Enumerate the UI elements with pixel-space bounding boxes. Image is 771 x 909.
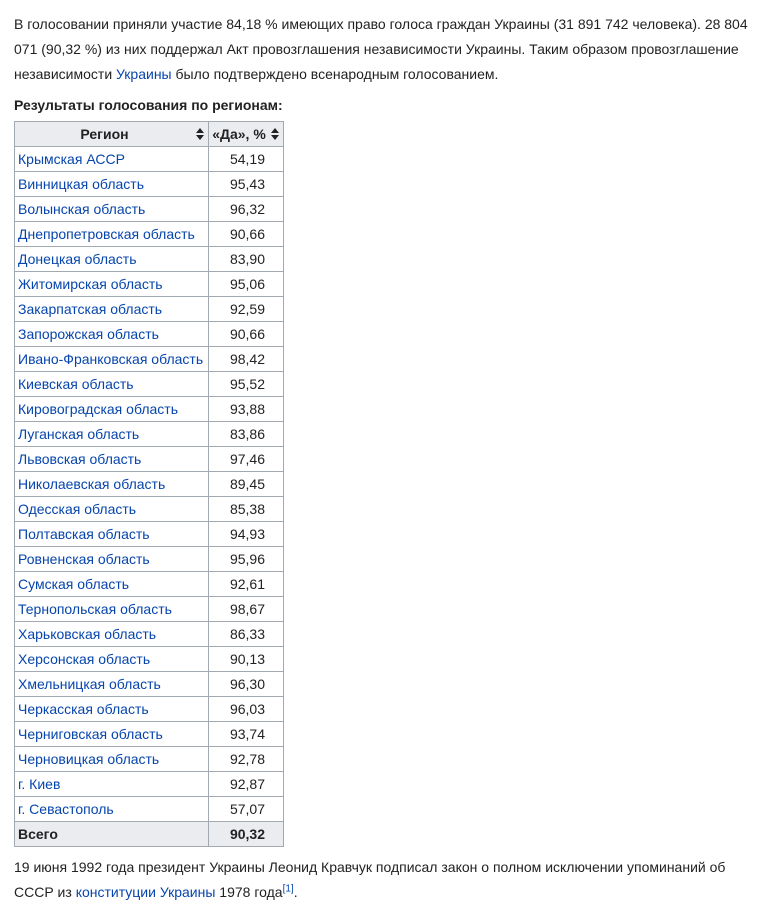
region-link[interactable]: Ровненская область xyxy=(15,547,209,572)
yes-percent-value: 93,74 xyxy=(209,722,284,747)
yes-percent-value: 95,52 xyxy=(209,372,284,397)
yes-percent-value: 85,38 xyxy=(209,497,284,522)
region-link[interactable]: Херсонская область xyxy=(15,647,209,672)
column-header-yes-label: «Да», % xyxy=(212,126,266,142)
table-row xyxy=(15,672,284,697)
yes-percent-value: 96,32 xyxy=(209,197,284,222)
region-link[interactable]: Черниговская область xyxy=(15,722,209,747)
total-label: Всего xyxy=(15,822,209,847)
region-link[interactable]: Тернопольская область xyxy=(15,597,209,622)
column-header-yes-percent[interactable] xyxy=(209,122,284,147)
region-link[interactable]: Черновицкая область xyxy=(15,747,209,772)
table-row xyxy=(15,722,284,747)
table-header-row xyxy=(15,122,284,147)
region-link[interactable]: Одесская область xyxy=(15,497,209,522)
yes-percent-value: 92,61 xyxy=(209,572,284,597)
table-row xyxy=(15,597,284,622)
table-row xyxy=(15,372,284,397)
column-header-region[interactable] xyxy=(15,122,209,147)
sort-icon[interactable] xyxy=(196,128,204,140)
table-row xyxy=(15,347,284,372)
table-row xyxy=(15,747,284,772)
table-row xyxy=(15,147,284,172)
total-value: 90,32 xyxy=(209,822,284,847)
yes-percent-value: 83,90 xyxy=(209,247,284,272)
constitution-link[interactable]: конституции Украины xyxy=(75,884,216,900)
table-row xyxy=(15,572,284,597)
ukraine-link[interactable]: Украины xyxy=(116,66,172,82)
table-row xyxy=(15,172,284,197)
yes-percent-value: 97,46 xyxy=(209,447,284,472)
region-link[interactable]: г. Севастополь xyxy=(15,797,209,822)
table-row xyxy=(15,797,284,822)
sort-icon[interactable] xyxy=(271,128,279,140)
table-row xyxy=(15,397,284,422)
outro-text-end: . xyxy=(293,884,298,900)
table-row xyxy=(15,422,284,447)
table-row xyxy=(15,497,284,522)
table-total-row xyxy=(15,822,284,847)
results-table xyxy=(14,121,284,847)
table-row xyxy=(15,197,284,222)
outro-text-middle: 1978 года xyxy=(215,884,283,900)
table-row xyxy=(15,647,284,672)
table-row xyxy=(15,447,284,472)
region-link[interactable]: Киевская область xyxy=(15,372,209,397)
table-row xyxy=(15,472,284,497)
region-link[interactable]: Днепропетровская область xyxy=(15,222,209,247)
yes-percent-value: 96,03 xyxy=(209,697,284,722)
table-row xyxy=(15,297,284,322)
region-link[interactable]: Ивано-Франковская область xyxy=(15,347,209,372)
region-link[interactable]: Житомирская область xyxy=(15,272,209,297)
table-row xyxy=(15,622,284,647)
region-link[interactable]: Николаевская область xyxy=(15,472,209,497)
region-link[interactable]: Полтавская область xyxy=(15,522,209,547)
yes-percent-value: 83,86 xyxy=(209,422,284,447)
table-caption: Результаты голосования по регионам: xyxy=(14,97,283,113)
intro-text: В голосовании приняли участие 84,18 % имеющих право голоса граждан Украины (31 891 742 человека). 28 804 071 (90,32 %) из них поддержал Акт провозглашения независимости Украины. Таким образом провозглашение независимости xyxy=(14,16,748,82)
yes-percent-value: 92,78 xyxy=(209,747,284,772)
region-link[interactable]: Хмельницкая область xyxy=(15,672,209,697)
region-link[interactable]: Кировоградская область xyxy=(15,397,209,422)
outro-text: 19 июня 1992 года президент Украины Леонид Кравчук подписал закон о полном исключении упоминаний об СССР из xyxy=(14,859,726,900)
yes-percent-value: 89,45 xyxy=(209,472,284,497)
yes-percent-value: 96,30 xyxy=(209,672,284,697)
yes-percent-value: 95,96 xyxy=(209,547,284,572)
yes-percent-value: 95,06 xyxy=(209,272,284,297)
table-row xyxy=(15,272,284,297)
table-body xyxy=(15,147,284,822)
region-link[interactable]: Сумская область xyxy=(15,572,209,597)
table-row xyxy=(15,222,284,247)
yes-percent-value: 98,67 xyxy=(209,597,284,622)
yes-percent-value: 90,13 xyxy=(209,647,284,672)
region-link[interactable]: Волынская область xyxy=(15,197,209,222)
region-link[interactable]: Запорожская область xyxy=(15,322,209,347)
region-link[interactable]: Донецкая область xyxy=(15,247,209,272)
table-row xyxy=(15,247,284,272)
yes-percent-value: 57,07 xyxy=(209,797,284,822)
region-link[interactable]: Закарпатская область xyxy=(15,297,209,322)
yes-percent-value: 92,87 xyxy=(209,772,284,797)
yes-percent-value: 94,93 xyxy=(209,522,284,547)
yes-percent-value: 90,66 xyxy=(209,322,284,347)
table-row xyxy=(15,522,284,547)
outro-paragraph xyxy=(14,855,757,905)
region-link[interactable]: Крымская АССР xyxy=(15,147,209,172)
table-row xyxy=(15,322,284,347)
yes-percent-value: 98,42 xyxy=(209,347,284,372)
table-row xyxy=(15,772,284,797)
yes-percent-value: 86,33 xyxy=(209,622,284,647)
intro-text-end: было подтверждено всенародным голосованием. xyxy=(171,66,499,82)
yes-percent-value: 90,66 xyxy=(209,222,284,247)
region-link[interactable]: г. Киев xyxy=(15,772,209,797)
region-link[interactable]: Луганская область xyxy=(15,422,209,447)
region-link[interactable]: Львовская область xyxy=(15,447,209,472)
yes-percent-value: 54,19 xyxy=(209,147,284,172)
table-row xyxy=(15,547,284,572)
yes-percent-value: 95,43 xyxy=(209,172,284,197)
intro-paragraph xyxy=(14,12,757,87)
region-link[interactable]: Черкасская область xyxy=(15,697,209,722)
region-link[interactable]: Винницкая область xyxy=(15,172,209,197)
yes-percent-value: 92,59 xyxy=(209,297,284,322)
region-link[interactable]: Харьковская область xyxy=(15,622,209,647)
column-header-region-label: Регион xyxy=(80,126,129,142)
table-row xyxy=(15,697,284,722)
yes-percent-value: 93,88 xyxy=(209,397,284,422)
footnote-link[interactable]: [1] xyxy=(282,883,294,895)
